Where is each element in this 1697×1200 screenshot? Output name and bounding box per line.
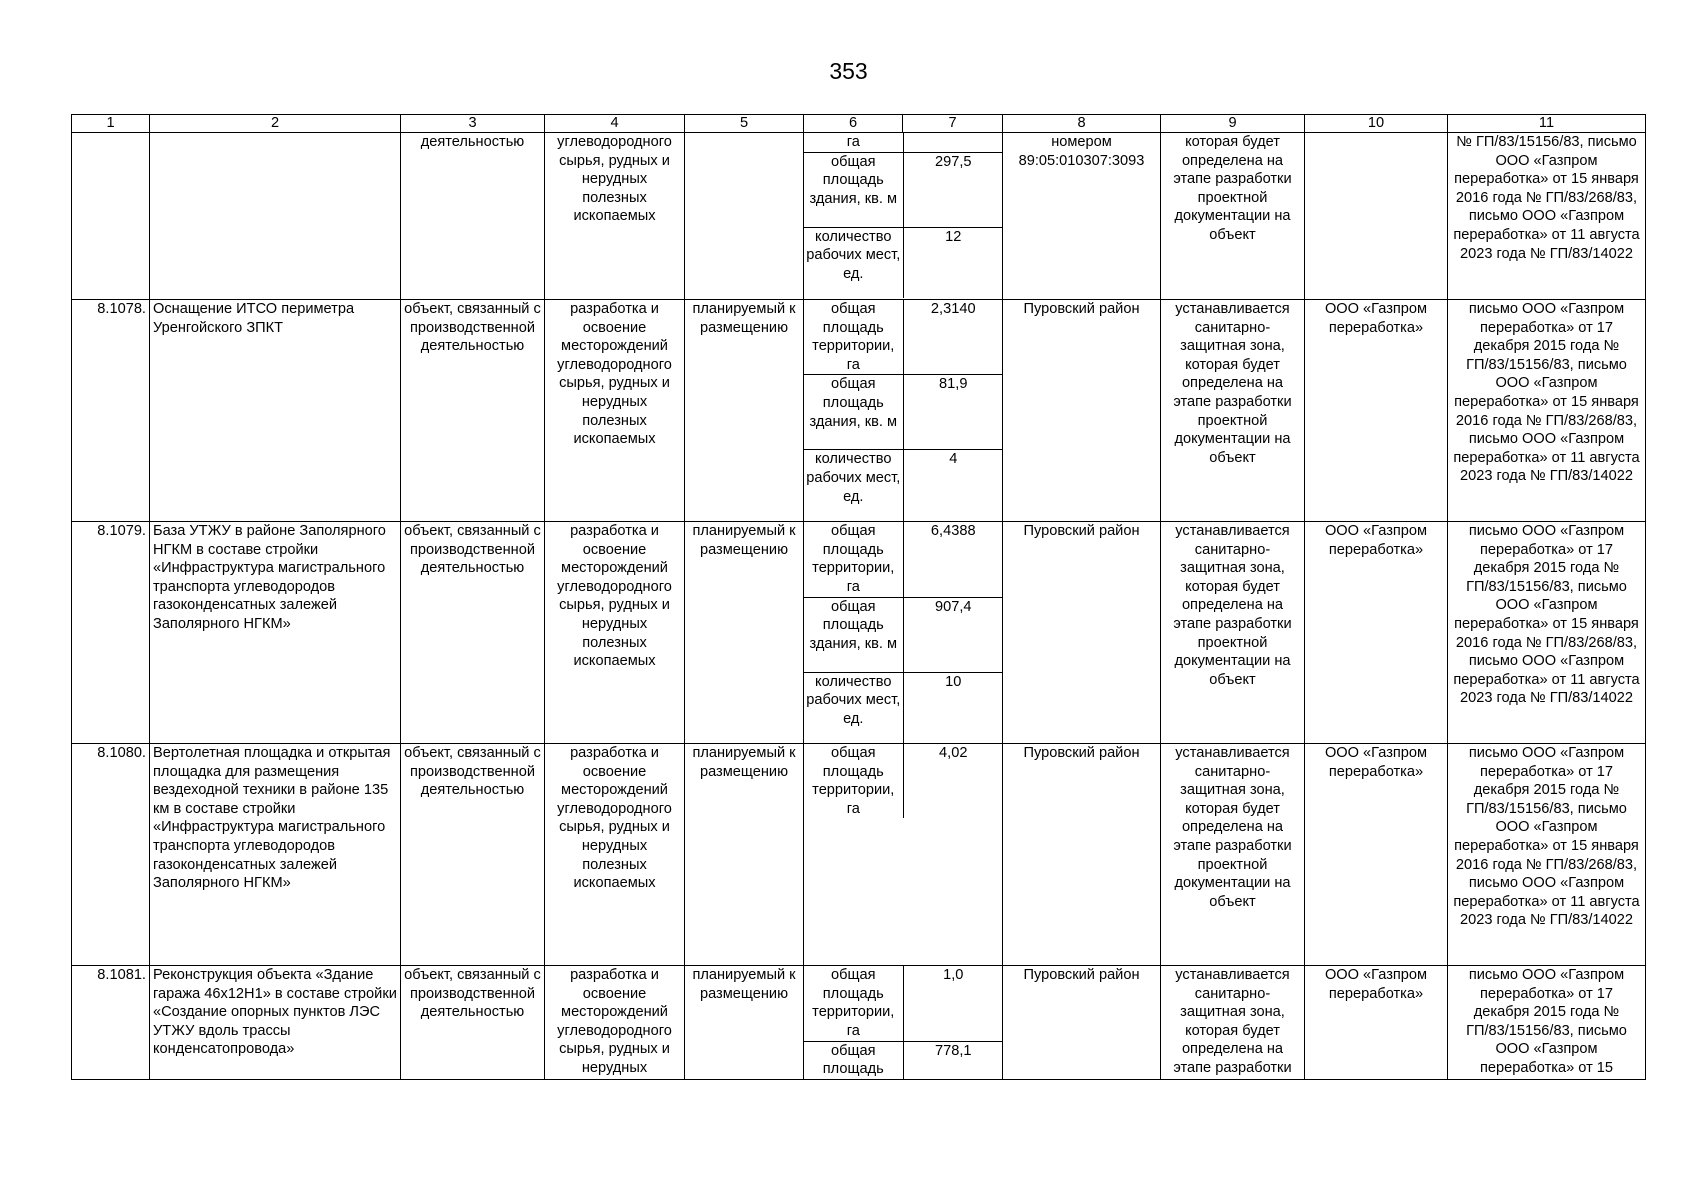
object-owner: ООО «Газпром переработка» [1305, 522, 1448, 744]
object-status: планируемый к размещению [685, 300, 804, 522]
parameter-row [804, 133, 1003, 152]
parameter-row [804, 375, 1003, 450]
parameter-row [804, 522, 1003, 597]
parameter-row [804, 450, 1003, 521]
column-number: 5 [685, 115, 804, 133]
parameter-value: 81,9 [903, 375, 1003, 450]
object-name [150, 133, 401, 300]
object-location: Пуровский район [1003, 300, 1161, 522]
parameters-subtable [804, 522, 1003, 743]
column-number: 9 [1161, 115, 1305, 133]
object-owner: ООО «Газпром переработка» [1305, 966, 1448, 1080]
object-parameters [804, 300, 1003, 522]
row-number: 8.1078. [72, 300, 150, 522]
object-purpose: разработка и освоение месторождений углеводородного сырья, рудных и нерудных полезных ископаемых [545, 522, 685, 744]
column-number: 3 [401, 115, 545, 133]
object-location: Пуровский район [1003, 966, 1161, 1080]
object-purpose: разработка и освоение месторождений углеводородного сырья, рудных и нерудных полезных ископаемых [545, 300, 685, 522]
sanitary-zone: устанавливается санитарно-защитная зона, которая будет определена на этапе разработки [1161, 966, 1305, 1080]
sanitary-zone: устанавливается санитарно-защитная зона, которая будет определена на этапе разработки проектной документации на объект [1161, 300, 1305, 522]
objects-table [71, 114, 1646, 1080]
basis-document: письмо ООО «Газпром переработка» от 17 декабря 2015 года № ГП/83/15156/83, письмо ООО «Газпром переработка» от 15 [1448, 966, 1646, 1080]
parameters-subtable [804, 133, 1003, 298]
page-number: 353 [829, 58, 868, 84]
column-number: 1 [72, 115, 150, 133]
column-number: 6 [804, 115, 903, 133]
row-number [72, 133, 150, 300]
parameter-name: количество рабочих мест, ед. [804, 227, 903, 298]
parameter-row [804, 597, 1003, 672]
object-name: Оснащение ИТСО периметра Уренгойского ЗПКТ [150, 300, 401, 522]
row-number: 8.1080. [72, 744, 150, 966]
parameter-value: 1,0 [943, 967, 964, 983]
parameter-name: общая площадь территории, га [804, 744, 903, 818]
object-location: Пуровский район [1003, 522, 1161, 744]
basis-document: письмо ООО «Газпром переработка» от 17 декабря 2015 года № ГП/83/15156/83, письмо ООО «Газпром переработка» от 15 января 2016 года № ГП/83/268/83, письмо ООО «Газпром переработка» от 11 августа 2023 года № ГП/83/14022 [1448, 744, 1646, 966]
parameters-subtable [804, 966, 1003, 1079]
parameter-name: га [804, 133, 903, 152]
sanitary-zone: устанавливается санитарно-защитная зона, которая будет определена на этапе разработки проектной документации на объект [1161, 522, 1305, 744]
object-owner: ООО «Газпром переработка» [1305, 300, 1448, 522]
parameter-row [804, 227, 1003, 298]
object-status: планируемый к размещению [685, 744, 804, 966]
object-purpose: разработка и освоение месторождений углеводородного сырья, рудных и нерудных полезных ископаемых [545, 744, 685, 966]
row-number: 8.1081. [72, 966, 150, 1080]
object-type: объект, связанный с производственной деятельностью [401, 522, 545, 744]
object-name: База УТЖУ в районе Заполярного НГКМ в составе стройки «Инфраструктура магистрального транспорта углеводородов газоконденсатных залежей Заполярного НГКМ» [150, 522, 401, 744]
object-type: объект, связанный с производственной деятельностью [401, 744, 545, 966]
parameter-value: 778,1 [903, 1041, 1003, 1079]
parameter-value: 4 [903, 450, 1003, 521]
column-number: 8 [1003, 115, 1161, 133]
object-purpose: углеводородного сырья, рудных и нерудных полезных ископаемых [545, 133, 685, 300]
basis-document: № ГП/83/15156/83, письмо ООО «Газпром переработка» от 15 января 2016 года № ГП/83/268/83, письмо ООО «Газпром переработка» от 11 августа 2023 года № ГП/83/14022 [1448, 133, 1646, 300]
table-row [72, 522, 1646, 744]
column-number: 2 [150, 115, 401, 133]
object-status: планируемый к размещению [685, 522, 804, 744]
object-owner [1305, 133, 1448, 300]
column-number: 10 [1305, 115, 1448, 133]
parameter-name: общая площадь здания, кв. м [804, 152, 903, 227]
object-name: Вертолетная площадка и открытая площадка для размещения вездеходной техники в районе 135 км в составе стройки «Инфраструктура магистрального транспорта углеводородов газоконденсатных залежей Заполярного НГКМ» [150, 744, 401, 966]
object-type: объект, связанный с производственной деятельностью [401, 966, 545, 1080]
table-row [72, 300, 1646, 522]
object-location: номером 89:05:010307:3093 [1003, 133, 1161, 300]
parameter-name: общая площадь территории, га [804, 522, 903, 597]
object-type: объект, связанный с производственной деятельностью [401, 300, 545, 522]
parameter-name: количество рабочих мест, ед. [804, 450, 903, 521]
parameter-row [804, 672, 1003, 743]
object-owner: ООО «Газпром переработка» [1305, 744, 1448, 966]
parameter-value: 297,5 [903, 152, 1003, 227]
parameter-row [804, 744, 1003, 818]
column-number: 4 [545, 115, 685, 133]
column-number-row [72, 115, 1646, 133]
column-number: 7 [903, 115, 1003, 133]
object-parameters [804, 133, 1003, 300]
parameter-value: 6,4388 [930, 523, 976, 539]
parameter-value: 4,02 [939, 745, 968, 761]
table-row [72, 966, 1646, 1080]
parameter-value [903, 133, 1003, 152]
row-number: 8.1079. [72, 522, 150, 744]
object-name: Реконструкция объекта «Здание гаража 46х12Н1» в составе стройки «Создание опорных пунктов ЛЭС УТЖУ вдоль трассы конденсатопровода» [150, 966, 401, 1080]
parameters-subtable [804, 300, 1003, 521]
object-location: Пуровский район [1003, 744, 1161, 966]
table-row [72, 744, 1646, 966]
parameter-name: общая площадь [804, 1041, 903, 1079]
object-type: деятельностью [401, 133, 545, 300]
object-parameters [804, 522, 1003, 744]
parameter-value: 2,3140 [930, 301, 976, 317]
parameter-value: 10 [903, 672, 1003, 743]
object-status: планируемый к размещению [685, 966, 804, 1080]
parameter-value: 12 [903, 227, 1003, 298]
object-parameters [804, 966, 1003, 1080]
parameter-name: общая площадь здания, кв. м [804, 375, 903, 450]
column-number: 11 [1448, 115, 1646, 133]
parameter-row [804, 152, 1003, 227]
parameter-name: общая площадь здания, кв. м [804, 597, 903, 672]
parameter-row [804, 966, 1003, 1041]
parameters-subtable [804, 744, 1003, 818]
object-status [685, 133, 804, 300]
object-purpose: разработка и освоение месторождений углеводородного сырья, рудных и нерудных [545, 966, 685, 1080]
sanitary-zone: которая будет определена на этапе разработки проектной документации на объект [1161, 133, 1305, 300]
parameter-name: общая площадь территории, га [804, 300, 903, 375]
object-parameters [804, 744, 1003, 966]
table-row [72, 133, 1646, 300]
sanitary-zone: устанавливается санитарно-защитная зона, которая будет определена на этапе разработки проектной документации на объект [1161, 744, 1305, 966]
parameter-row [804, 1041, 1003, 1079]
basis-document: письмо ООО «Газпром переработка» от 17 декабря 2015 года № ГП/83/15156/83, письмо ООО «Газпром переработка» от 15 января 2016 года № ГП/83/268/83, письмо ООО «Газпром переработка» от 11 августа 2023 года № ГП/83/14022 [1448, 522, 1646, 744]
parameter-row [804, 300, 1003, 375]
parameter-value: 907,4 [903, 597, 1003, 672]
basis-document: письмо ООО «Газпром переработка» от 17 декабря 2015 года № ГП/83/15156/83, письмо ООО «Газпром переработка» от 15 января 2016 года № ГП/83/268/83, письмо ООО «Газпром переработка» от 11 августа 2023 года № ГП/83/14022 [1448, 300, 1646, 522]
parameter-name: количество рабочих мест, ед. [804, 672, 903, 743]
parameter-name: общая площадь территории, га [804, 966, 903, 1041]
